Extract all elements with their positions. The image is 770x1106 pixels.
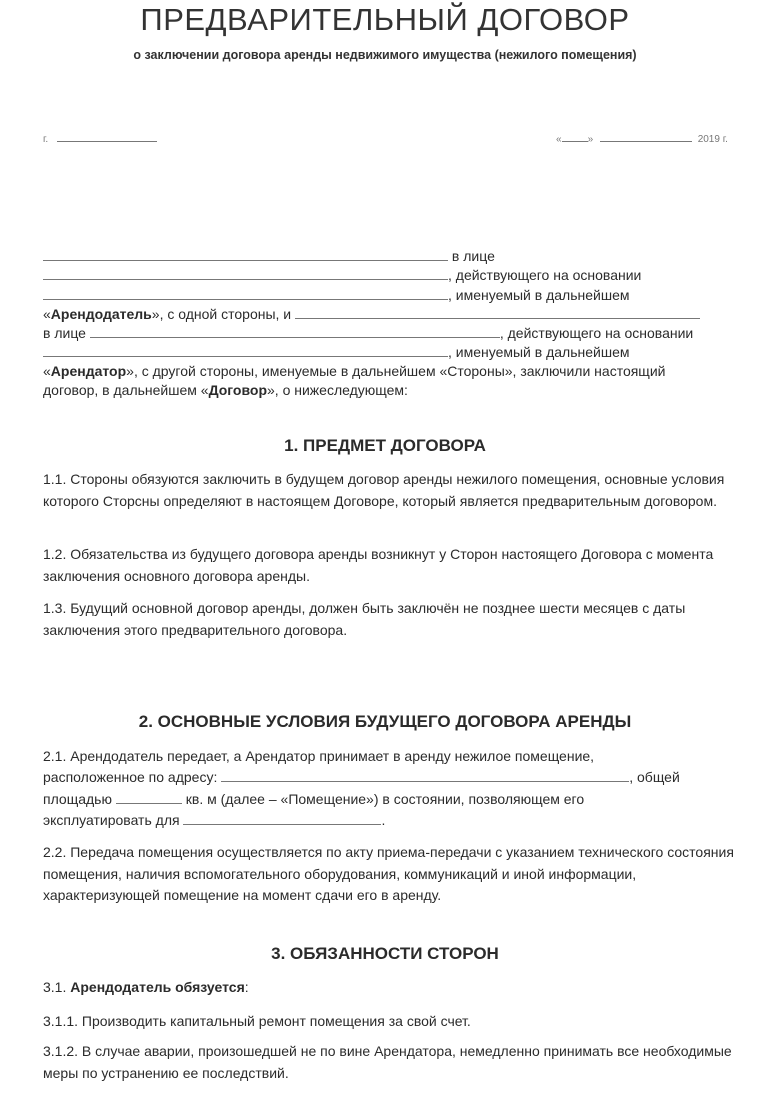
month-blank	[600, 141, 692, 142]
area-blank	[116, 803, 182, 804]
city-prefix: г.	[43, 134, 49, 145]
blank	[43, 356, 448, 357]
city-blank	[57, 141, 157, 142]
section-2-p1-line-1: 2.1. Арендодатель передает, а Арендатор принимает в аренду нежилое помещение,	[43, 748, 595, 764]
text: », с другой стороны, именуемые в дальнейшем «Стороны», заключили настоящий	[126, 363, 666, 379]
section-1-paragraph-3: 1.3. Будущий основной договор аренды, должен быть заключён не позднее шести месяцев с даты заключения этого предварительного договора.	[43, 600, 686, 638]
contract-word: Договор	[208, 382, 267, 398]
section-3-paragraph-2: 3.1.1. Производить капитальный ремонт помещения за свой счет.	[43, 1013, 471, 1029]
parties-line-6	[43, 342, 630, 362]
date-open-quote: «	[556, 134, 562, 145]
text: в лице	[451, 248, 495, 264]
section-3-heading: 3. ОБЯЗАННОСТИ СТОРОН	[271, 944, 499, 963]
section-2-p1-line-3	[43, 789, 584, 809]
section-2-p1-line-4	[43, 810, 385, 830]
text: в лице	[43, 325, 86, 341]
parties-line-5	[43, 323, 693, 343]
section-2-heading: 2. ОСНОВНЫЕ УСЛОВИЯ БУДУЩЕГО ДОГОВОРА АРЕНДЫ	[138, 712, 632, 731]
purpose-blank	[183, 824, 381, 825]
text: договор, в дальнейшем «	[43, 382, 209, 398]
date-close-quote: »	[587, 134, 594, 145]
section-1-paragraph-1: 1.1. Стороны обязуются заключить в будущем договор аренды нежилого помещения, основные условия которого Сторсны определяют в настоящем Договоре, который является предварительным договором.	[43, 471, 725, 509]
blank	[43, 260, 448, 261]
blank	[43, 299, 448, 300]
text: площадью	[43, 791, 112, 807]
text: «	[43, 363, 51, 379]
page-title: ПРЕДВАРИТЕЛЬНЫЙ ДОГОВОР	[140, 2, 630, 37]
text: :	[244, 979, 249, 995]
parties-line-1	[43, 246, 495, 266]
page-subtitle: о заключении договора аренды недвижимого имущества (нежилого помещения)	[133, 48, 637, 62]
section-1-paragraph-2: 1.2. Обязательства из будущего договора аренды возникнут у Сторон настоящего Договора с момента заключения основного договора аренды.	[43, 546, 714, 584]
text: .	[381, 812, 386, 828]
address-blank	[221, 781, 629, 782]
text: , именуемый в дальнейшем	[448, 344, 630, 360]
text: 3.1.	[43, 979, 71, 995]
parties-line-8	[43, 380, 408, 400]
section-1-heading: 1. ПРЕДМЕТ ДОГОВОРА	[284, 436, 486, 455]
text: , общей	[629, 769, 680, 785]
tenant-word: Арендатор	[50, 363, 127, 379]
text: кв. м (далее – «Помещение») в состоянии, позволяющем его	[185, 791, 585, 807]
blank	[295, 318, 700, 319]
section-3-paragraph-1	[43, 977, 249, 997]
text: , действующего на основании	[499, 325, 694, 341]
text: », о нижеследующем:	[267, 382, 408, 398]
text: , действующего на основании	[448, 267, 642, 283]
year-text: 2019 г.	[697, 134, 728, 145]
text: эксплуатировать для	[43, 812, 180, 828]
section-2-paragraph-2: 2.2. Передача помещения осуществляется по акту приема-передачи с указанием технического состояния помещения, наличия вспомогательного оборудования, коммуникаций и иной информации, характеризующей помещение на момент сдачи его в аренду.	[43, 844, 734, 903]
text: », с одной стороны, и	[151, 306, 292, 322]
parties-line-4	[43, 304, 700, 324]
blank	[43, 279, 448, 280]
blank	[90, 337, 500, 338]
parties-line-7	[43, 361, 665, 381]
text: , именуемый в дальнейшем	[448, 287, 630, 303]
text: «	[43, 306, 51, 322]
section-3-paragraph-3: 3.1.2. В случае аварии, произошедшей не по вине Арендатора, немедленно принимать все необходимые меры по устранению ее последствий.	[43, 1043, 732, 1081]
parties-line-2	[43, 265, 641, 285]
landlord-obligations: Арендодатель обязуется	[70, 979, 245, 995]
city-field	[43, 134, 157, 145]
landlord-word: Арендодатель	[50, 306, 152, 322]
day-blank	[562, 141, 588, 142]
section-2-p1-line-2	[43, 767, 680, 787]
parties-line-3	[43, 285, 630, 305]
date-field	[556, 134, 728, 145]
text: расположенное по адресу:	[43, 769, 218, 785]
